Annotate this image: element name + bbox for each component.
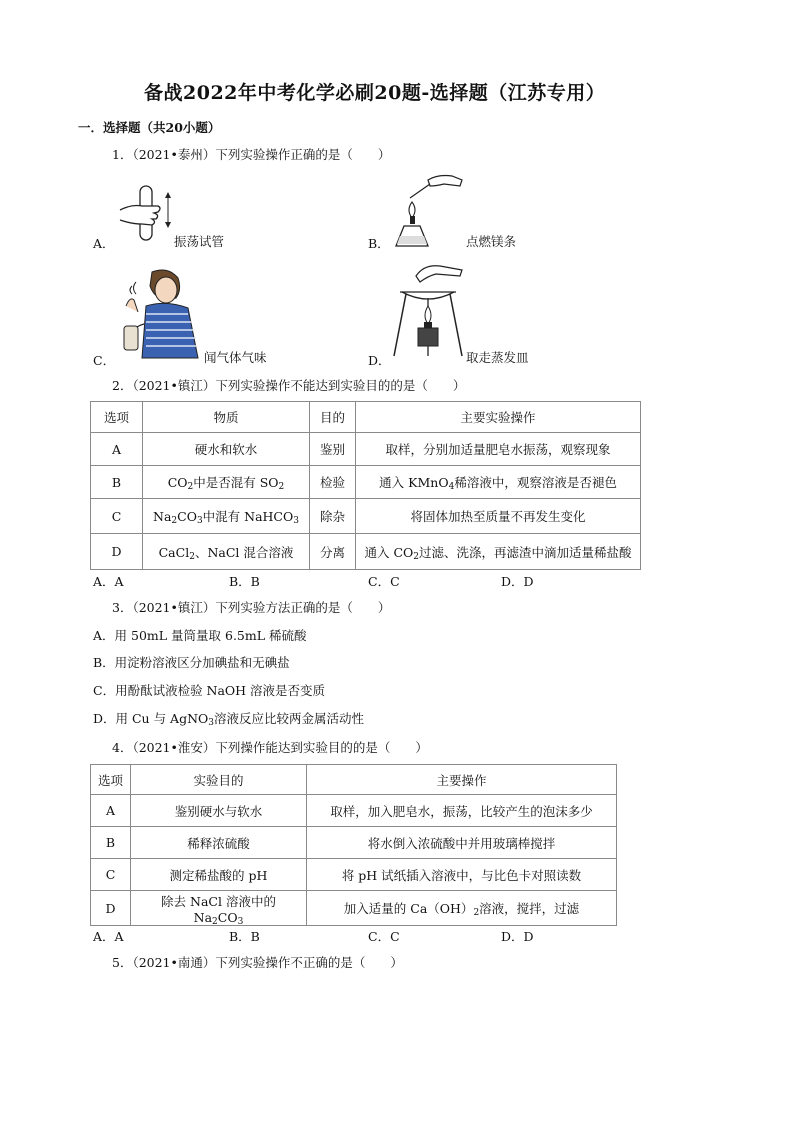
table-cell: C [91, 499, 143, 534]
table-header: 选项 [91, 765, 131, 795]
table-cell: 稀释浓硫酸 [131, 827, 307, 859]
table-cell: CaCl$_2$、NaCl 混合溶液 [143, 534, 310, 570]
table-cell: 除杂 [310, 499, 356, 534]
option-a-letter: A． [93, 236, 115, 251]
answer-choice: B．B [229, 929, 260, 944]
table-header-row [91, 765, 617, 795]
table-cell: C [91, 859, 131, 891]
table-cell: $Na_2CO_3$中混有 NaHCO$_3$ [143, 499, 310, 534]
answer-choice: A．A [93, 574, 124, 589]
question-3-stem: 3．（2021•镇江）下列实验方法正确的是（ ） [112, 600, 391, 615]
table-header: 主要实验操作 [356, 402, 641, 433]
ignite-magnesium-figure [392, 172, 464, 250]
table-cell: 将固体加热至质量不再发生变化 [356, 499, 641, 534]
question-1-stem: 1．（2021•泰州）下列实验操作正确的是（ ） [112, 147, 391, 162]
page-title: 备战2022年中考化学必刷20题-选择题（江苏专用） [144, 82, 606, 104]
table-header: 物质 [143, 402, 310, 433]
option-b-caption: 点燃镁条 [466, 234, 517, 249]
option-b-letter: B． [368, 236, 390, 251]
shake-test-tube-figure [118, 184, 178, 248]
table-cell: 取样，加入肥皂水，振荡，比较产生的泡沫多少 [307, 795, 617, 827]
answer-choice: A．A [93, 929, 124, 944]
table-cell: 硬水和软水 [143, 433, 310, 466]
table-cell: $CO_2$中是否混有 $SO_2$ [143, 466, 310, 499]
table-row [91, 534, 641, 570]
option-d-letter: D． [368, 353, 391, 368]
table-cell: B [91, 827, 131, 859]
table-row [91, 466, 641, 499]
table-cell: 分离 [310, 534, 356, 570]
answer-choice: C．C [368, 574, 400, 589]
table-row [91, 891, 617, 926]
question-2-table [90, 401, 641, 570]
table-cell: D [91, 891, 131, 926]
table-cell: 取样，分别加适量肥皂水振荡，观察现象 [356, 433, 641, 466]
table-row [91, 827, 617, 859]
table-cell: 将 pH 试纸插入溶液中，与比色卡对照读数 [307, 859, 617, 891]
section-heading: 一．选择题（共20小题） [78, 120, 221, 135]
answer-choice: C．C [368, 929, 400, 944]
table-cell: 除去 NaCl 溶液中的 $Na_2CO_3$ [131, 891, 307, 926]
answer-choice: B．B [229, 574, 260, 589]
table-header-row [91, 402, 641, 433]
table-cell: 将水倒入浓硫酸中并用玻璃棒搅拌 [307, 827, 617, 859]
table-row [91, 859, 617, 891]
table-cell: B [91, 466, 143, 499]
table-row [91, 499, 641, 534]
table-cell: 通入 KMnO$_4$稀溶液中，观察溶液是否褪色 [356, 466, 641, 499]
answer-choice: D．D [501, 929, 534, 944]
option-a-caption: 振荡试管 [174, 234, 225, 249]
table-header: 选项 [91, 402, 143, 433]
table-cell: 鉴别 [310, 433, 356, 466]
question-3-option-c: C．用酚酞试液检验 NaOH 溶液是否变质 [93, 683, 326, 698]
question-5-stem: 5．（2021•南通）下列实验操作不正确的是（ ） [112, 955, 403, 970]
table-cell: A [91, 795, 131, 827]
table-cell: 加入适量的 $Ca(OH)_2$溶液，搅拌，过滤 [307, 891, 617, 926]
question-4-stem: 4．（2021•淮安）下列操作能达到实验目的的是（ ） [112, 740, 428, 755]
option-d-caption: 取走蒸发皿 [466, 350, 529, 365]
question-3-option-a: A．用 50mL 量筒量取 6.5mL 稀硫酸 [93, 628, 307, 643]
table-cell: 检验 [310, 466, 356, 499]
table-cell: D [91, 534, 143, 570]
table-header: 实验目的 [131, 765, 307, 795]
table-cell: A [91, 433, 143, 466]
question-3-option-b: B．用淀粉溶液区分加碘盐和无碘盐 [93, 655, 290, 670]
option-c-caption: 闻气体气味 [204, 350, 267, 365]
question-3-option-d: D．用 Cu 与 AgNO$_3$溶液反应比较两金属活动性 [93, 711, 365, 728]
question-2-stem: 2．（2021•镇江）下列实验操作不能达到实验目的的是（ ） [112, 378, 466, 393]
question-4-table [90, 764, 617, 926]
table-cell: 通入 $CO_2$过滤、洗涤，再滤渣中滴加适量稀盐酸 [356, 534, 641, 570]
evaporating-dish-figure [388, 262, 468, 360]
answer-choice: D．D [501, 574, 534, 589]
table-header: 目的 [310, 402, 356, 433]
table-row [91, 433, 641, 466]
table-cell: 鉴别硬水与软水 [131, 795, 307, 827]
smell-gas-figure [116, 266, 202, 360]
table-header: 主要操作 [307, 765, 617, 795]
table-cell: 测定稀盐酸的 pH [131, 859, 307, 891]
table-row [91, 795, 617, 827]
option-c-letter: C． [93, 353, 116, 368]
